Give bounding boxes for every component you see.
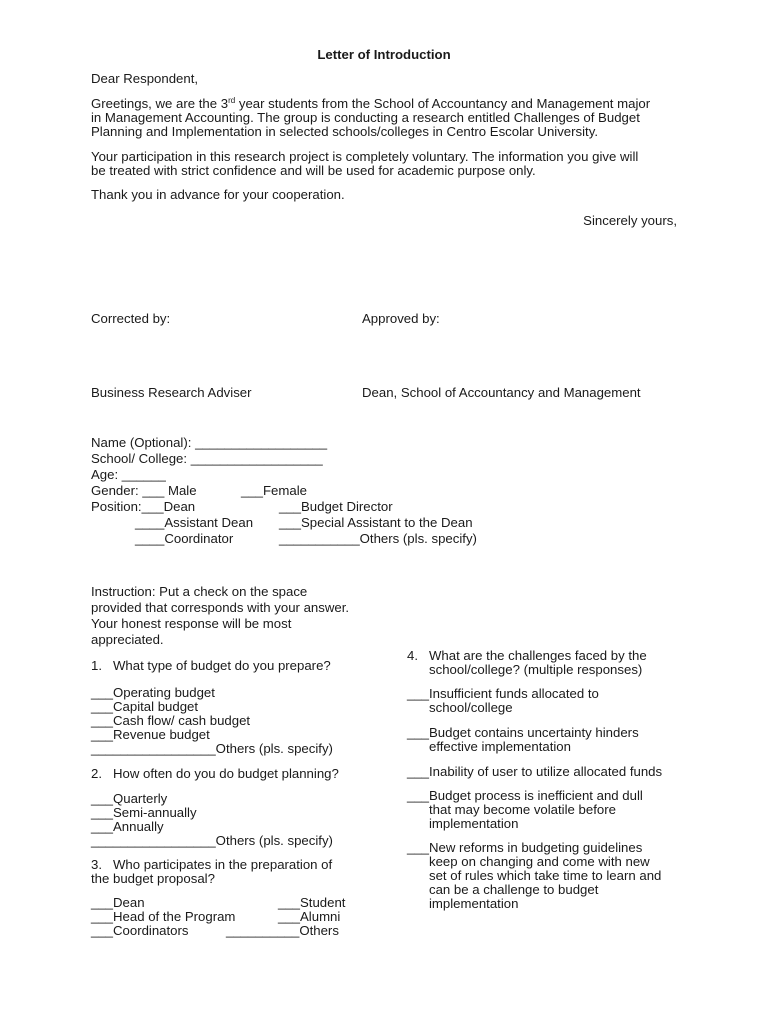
q2-option[interactable]: ___Annually [91, 819, 164, 834]
letter-title: Letter of Introduction [317, 47, 451, 62]
instruction-line-2: provided that corresponds with your answer. [91, 600, 350, 615]
q1-option[interactable]: ___Cash flow/ cash budget [91, 713, 251, 728]
q3-option[interactable]: ___Head of the Program [91, 909, 236, 924]
q3-question-line-1: 3. Who participates in the preparation of [91, 857, 333, 872]
adviser-label: Business Research Adviser [91, 385, 252, 400]
q3-question-line-2: the budget proposal? [91, 871, 215, 886]
q2-option[interactable]: ___Semi-annually [91, 805, 197, 820]
q4-option-continued: that may become volatile before [429, 802, 616, 817]
q4-option[interactable]: ___Insufficient funds allocated to [407, 686, 599, 701]
instruction-line-1: Instruction: Put a check on the space [91, 584, 308, 599]
paragraph-1-line-2: in Management Accounting. The group is conducting a research entitled Challenges of Budget [91, 110, 640, 125]
p1-text-a: Greetings, we are the 3 [91, 96, 229, 111]
instruction-line-3: Your honest response will be most [91, 616, 292, 631]
q4-option-continued: implementation [429, 896, 519, 911]
p1-text-b: year students from the School of Accountancy and Management major [235, 96, 651, 111]
q4-option-continued: implementation [429, 816, 519, 831]
gender-female-option[interactable]: ___Female [241, 483, 307, 498]
q4-option-continued: school/college [429, 700, 513, 715]
closing: Sincerely yours, [583, 213, 677, 228]
position-others-option[interactable]: ___________Others (pls. specify) [279, 531, 477, 546]
q1-question: 1. What type of budget do you prepare? [91, 658, 331, 673]
q1-option[interactable]: ___Capital budget [91, 699, 199, 714]
dean-label: Dean, School of Accountancy and Management [362, 385, 641, 400]
name-field[interactable]: Name (Optional): __________________ [91, 435, 328, 450]
paragraph-2-line-1: Your participation in this research project is completely voluntary. The information you give will [91, 149, 639, 164]
gender-male-option[interactable]: Gender: ___ Male [91, 483, 197, 498]
age-field[interactable]: Age: ______ [91, 467, 166, 482]
q4-option-continued: set of rules which take time to learn and [429, 868, 662, 883]
position-special-assistant-option[interactable]: ___Special Assistant to the Dean [279, 515, 473, 530]
school-field[interactable]: School/ College: __________________ [91, 451, 323, 466]
q3-option[interactable]: ___Alumni [278, 909, 341, 924]
q4-question-line-2: school/college? (multiple responses) [429, 662, 643, 677]
q2-option-others[interactable]: _________________Others (pls. specify) [91, 833, 333, 848]
q4-option[interactable]: ___New reforms in budgeting guidelines [407, 840, 643, 855]
position-budget-director-option[interactable]: ___Budget Director [279, 499, 393, 514]
position-dean-option[interactable]: Position:___Dean [91, 499, 196, 514]
q4-option-continued: effective implementation [429, 739, 571, 754]
position-assistant-dean-option[interactable]: ____Assistant Dean [135, 515, 254, 530]
q1-option-others[interactable]: _________________Others (pls. specify) [91, 741, 333, 756]
q4-option-continued: keep on changing and come with new [429, 854, 650, 869]
q2-option[interactable]: ___Quarterly [91, 791, 168, 806]
p1-superscript: rd [228, 96, 236, 105]
paragraph-3: Thank you in advance for your cooperation. [91, 187, 345, 202]
q4-question-line-1: 4. What are the challenges faced by the [407, 648, 647, 663]
instruction-line-4: appreciated. [91, 632, 164, 647]
q3-option-others[interactable]: __________Others [226, 923, 339, 938]
q4-option[interactable]: ___Inability of user to utilize allocated funds [407, 764, 663, 779]
q4-option-continued: can be a challenge to budget [429, 882, 599, 897]
paragraph-1-line-3: Planning and Implementation in selected schools/colleges in Centro Escolar University. [91, 124, 599, 139]
q1-option[interactable]: ___Revenue budget [91, 727, 210, 742]
q2-question: 2. How often do you do budget planning? [91, 766, 339, 781]
q4-option[interactable]: ___Budget process is inefficient and dull [407, 788, 643, 803]
q3-option[interactable]: ___Coordinators [91, 923, 189, 938]
approved-by-label: Approved by: [362, 311, 440, 326]
q1-option[interactable]: ___Operating budget [91, 685, 215, 700]
position-coordinator-option[interactable]: ____Coordinator [135, 531, 234, 546]
q4-option[interactable]: ___Budget contains uncertainty hinders [407, 725, 639, 740]
paragraph-2-line-2: be treated with strict confidence and will be used for academic purpose only. [91, 163, 536, 178]
salutation: Dear Respondent, [91, 71, 199, 86]
q3-option[interactable]: ___Student [278, 895, 346, 910]
corrected-by-label: Corrected by: [91, 311, 171, 326]
q3-option[interactable]: ___Dean [91, 895, 145, 910]
